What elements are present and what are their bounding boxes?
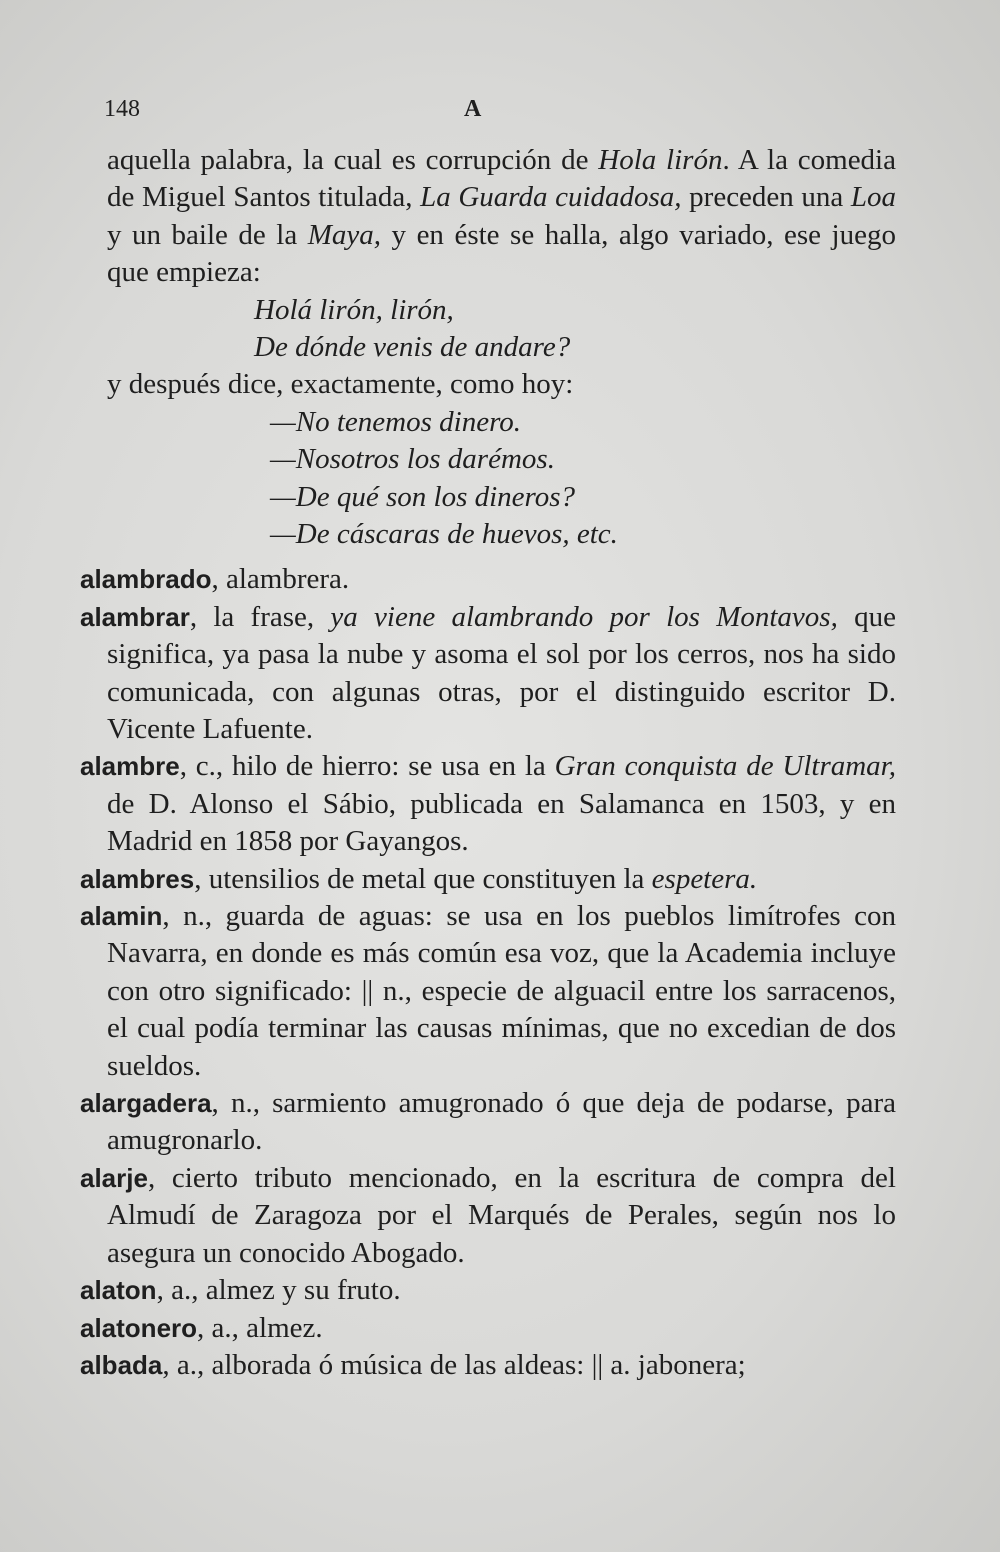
verse-line: —Nosotros los darémos. [270, 443, 555, 476]
verse-line: De dónde venis de andare? [254, 331, 571, 364]
headword: alambrado [80, 564, 212, 595]
entry-alatonero: alatonero, a., almez. [80, 1311, 323, 1344]
headword: albada [80, 1349, 163, 1380]
entry-alarje: alarje, cierto tributo mencionado, en la escritura de compra del Almudí de Zaragoza por el Marqués de Perales, según nos lo asegura un conocido Abogado. [80, 1161, 896, 1269]
page-header [104, 96, 904, 136]
running-head-letter: A [464, 96, 482, 122]
entry-alambres: alambres, utensilios de metal que constituyen la espetera. [80, 862, 758, 895]
headword: alargadera [80, 1088, 212, 1119]
entry-alamin: alamin, n., guarda de aguas: se usa en los pueblos limítrofes con Navarra, en donde es más común esa voz, que la Academia incluye con otro significado: || n., especie de alguacil entre los sarracenos, el cual podía terminar las causas mínimas, que no excedian de dos sueldos. [80, 900, 896, 1082]
headword: alaton [80, 1275, 157, 1306]
dictionary-entries [80, 561, 896, 1384]
verse-line: Holá lirón, lirón, [254, 293, 454, 326]
entry-alambrado: alambrado, alambrera. [80, 563, 350, 596]
entry-alambre: alambre, c., hilo de hierro: se usa en la Gran conquista de Ultramar, de D. Alonso el Sábio, publicada en Salamanca en 1503, y en Madrid en 1858 por Gayangos. [80, 750, 896, 858]
headword: alatonero [80, 1312, 198, 1343]
entry-alaton: alaton, a., almez y su fruto. [80, 1274, 401, 1307]
intro-paragraph: aquella palabra, la cual es corrupción de Hola lirón. A la comedia de Miguel Santos titulada, La Guarda cuidadosa, preceden una Loa y un baile de la Maya, y en éste se halla, algo variado, ese juego que empieza: [107, 144, 897, 289]
page-number: 148 [104, 96, 140, 122]
verse-quote-1 [80, 292, 896, 367]
headword: alambre [80, 751, 180, 782]
verse-line: —De qué son los dineros? [270, 480, 576, 513]
verse-quote-2 [80, 404, 896, 554]
headword: alamin [80, 901, 163, 932]
headword: alambrar [80, 601, 190, 632]
middle-line: y después dice, exactamente, como hoy: [107, 368, 574, 401]
headword: alambres [80, 863, 195, 894]
headword: alarje [80, 1162, 148, 1193]
entry-albada: albada, a., alborada ó música de las aldeas: || a. jabonera; [80, 1348, 746, 1381]
entry-alambrar: alambrar, la frase, ya viene alambrando por los Montavos, que significa, ya pasa la nube y asoma el sol por los cerros, nos ha sido comunicada, con algunas otras, por el distinguido escritor D. Vicente Lafuente. [80, 600, 896, 745]
body-text [80, 142, 896, 1384]
entry-alargadera: alargadera, n., sarmiento amugronado ó que deja de podarse, para amugronarlo. [80, 1087, 896, 1157]
verse-line: —No tenemos dinero. [270, 405, 522, 438]
verse-line: —De cáscaras de huevos, etc. [270, 517, 618, 550]
